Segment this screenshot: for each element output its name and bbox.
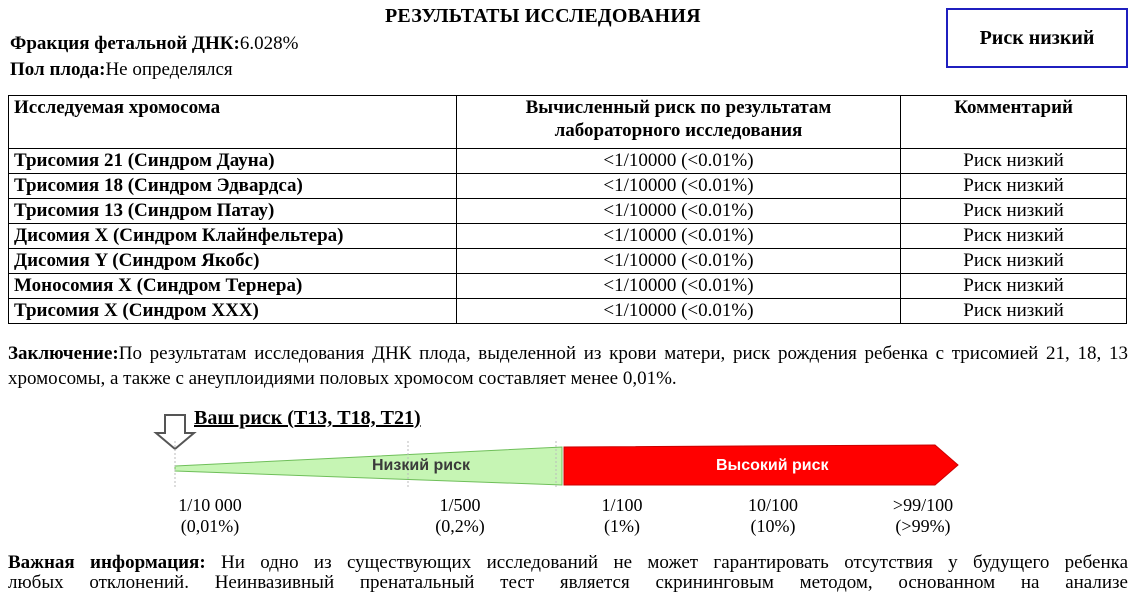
scale-tick-sub: (0,01%) (180, 516, 240, 536)
scale-tick-label: 1/100 (601, 495, 643, 515)
chromosome-cell: Моносомия X (Синдром Тернера) (9, 274, 457, 299)
fetal-sex-line (10, 59, 233, 81)
comment-cell: Риск низкий (901, 274, 1127, 299)
risk-cell: <1/10000 (<0.01%) (456, 274, 900, 299)
comment-cell: Риск низкий (901, 224, 1127, 249)
comment-cell: Риск низкий (901, 249, 1127, 274)
chromosome-cell: Дисомия X (Синдром Клайнфельтера) (9, 224, 457, 249)
fetal-sex-value: Не определялся (105, 59, 233, 80)
important-info-text-2: любых отклонений. Неинвазивный пренатальный тест является скрининговым методом, основанном на анализе (8, 572, 1128, 593)
table-row (9, 299, 1127, 324)
risk-pointer-arrow-icon (156, 415, 194, 449)
risk-scale-title: Ваш риск (Т13, Т18, Т21) (194, 407, 421, 429)
chromosome-cell: Трисомия 18 (Синдром Эдвардса) (9, 174, 457, 199)
table-row (9, 249, 1127, 274)
scale-tick (178, 495, 242, 537)
risk-cell: <1/10000 (<0.01%) (456, 249, 900, 274)
page-title: РЕЗУЛЬТАТЫ ИССЛЕДОВАНИЯ (385, 5, 701, 27)
comment-cell: Риск низкий (901, 199, 1127, 224)
chromosome-cell: Трисомия 13 (Синдром Патау) (9, 199, 457, 224)
conclusion-paragraph (8, 341, 1128, 391)
conclusion-text: По результатам исследования ДНК плода, выделенной из крови матери, риск рождения ребенка с трисомией 21, 18, 13 хромосомы, а также с анеуплоидиями половых хромосом составляет менее 0,01%. (8, 343, 1128, 389)
risk-cell: <1/10000 (<0.01%) (456, 199, 900, 224)
fetal-fraction-value: 6.028% (239, 33, 299, 54)
risk-cell: <1/10000 (<0.01%) (456, 149, 900, 174)
risk-badge: Риск низкий (946, 8, 1128, 68)
table-row (9, 174, 1127, 199)
scale-tick (601, 495, 642, 537)
table-row (9, 274, 1127, 299)
scale-tick-label: >99/100 (892, 495, 954, 515)
fetal-fraction-label: Фракция фетальной ДНК: (10, 33, 240, 54)
scale-tick-label: 1/500 (439, 495, 481, 515)
scale-tick (435, 495, 484, 537)
important-info-label: Важная информация: (8, 552, 206, 573)
table-row (9, 149, 1127, 174)
conclusion-label: Заключение: (8, 343, 119, 364)
fetal-fraction-line (10, 33, 298, 55)
comment-cell: Риск низкий (901, 149, 1127, 174)
low-risk-band (175, 447, 562, 485)
comment-cell: Риск низкий (901, 174, 1127, 199)
scale-tick-label: 1/10 000 (178, 495, 242, 515)
scale-tick-sub: (0,2%) (435, 516, 485, 536)
scale-tick (748, 495, 798, 537)
chromosome-cell: Трисомия 21 (Синдром Дауна) (9, 149, 457, 174)
header-chromosome: Исследуемая хромосома (9, 96, 457, 149)
scale-tick-sub: (1%) (604, 516, 640, 536)
chromosome-cell: Дисомия Y (Синдром Якобс) (9, 249, 457, 274)
scale-tick-label: 10/100 (747, 495, 799, 515)
high-risk-label: Высокий риск (716, 457, 829, 474)
low-risk-label: Низкий риск (372, 457, 470, 474)
table-row (9, 199, 1127, 224)
table-header-row (9, 96, 1127, 149)
risk-cell: <1/10000 (<0.01%) (456, 224, 900, 249)
risk-cell: <1/10000 (<0.01%) (456, 174, 900, 199)
table-row (9, 224, 1127, 249)
risk-cell: <1/10000 (<0.01%) (456, 299, 900, 324)
risk-scale (150, 405, 990, 545)
important-info-text: Ни одно из существующих исследований не может гарантировать отсутствия у будущего ребенка (221, 552, 1129, 573)
header-risk: Вычисленный риск по результатам лабораторного исследования (456, 96, 900, 149)
results-table (8, 95, 1127, 324)
header-comment: Комментарий (901, 96, 1127, 149)
comment-cell: Риск низкий (901, 299, 1127, 324)
scale-tick (893, 495, 953, 537)
fetal-sex-label: Пол плода: (10, 59, 106, 80)
scale-tick-sub: (10%) (750, 516, 796, 536)
chromosome-cell: Трисомия X (Синдром XXX) (9, 299, 457, 324)
scale-tick-sub: (>99%) (895, 516, 951, 536)
important-info-paragraph (8, 553, 1128, 593)
